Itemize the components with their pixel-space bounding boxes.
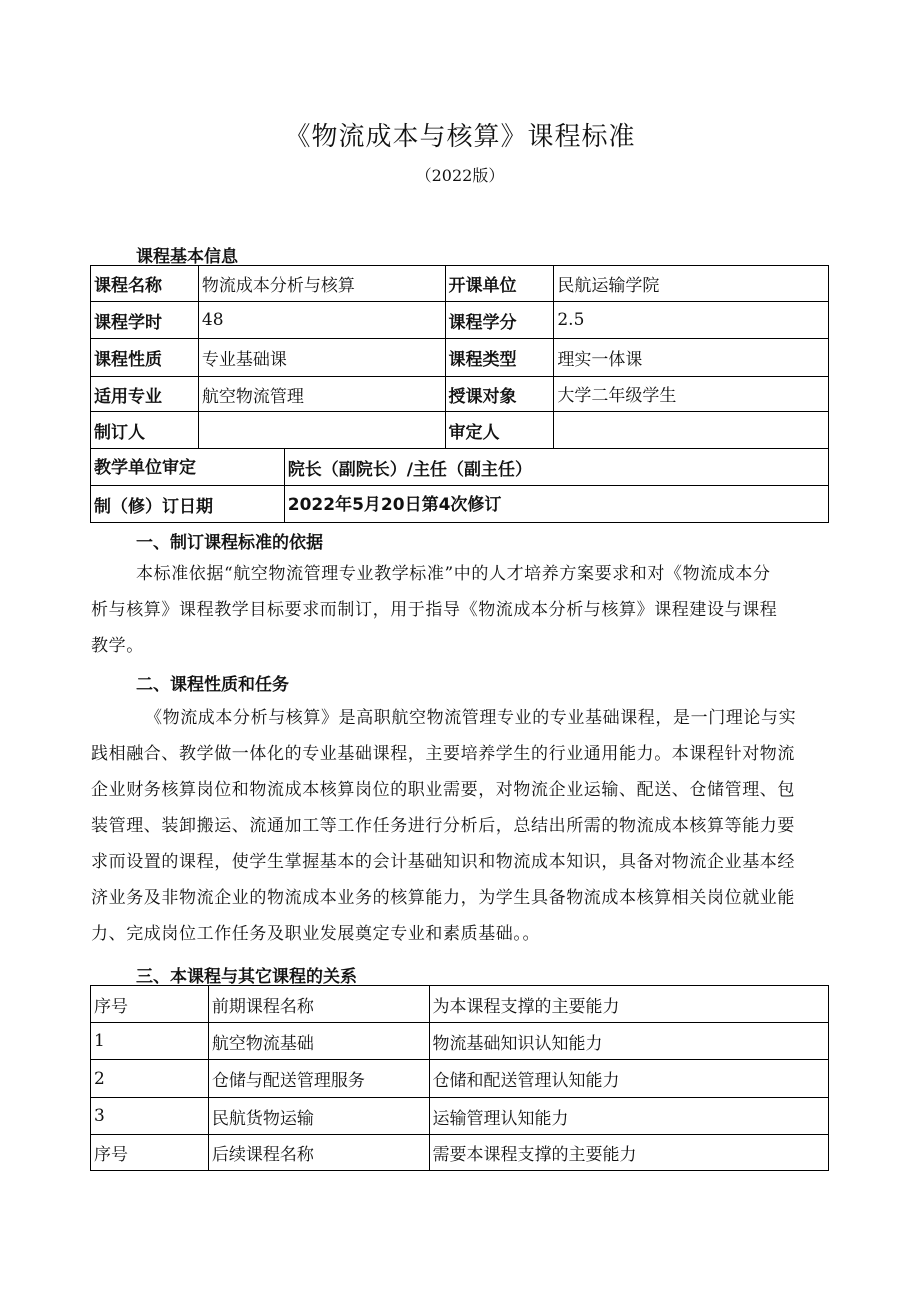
section1-line: 析与核算》课程教学目标要求而制订，用于指导《物流成本分析与核算》课程建设与课程 xyxy=(91,600,778,620)
major-label: 适用专业 xyxy=(91,377,199,412)
major-value: 航空物流管理 xyxy=(198,377,445,412)
basic-info-table xyxy=(90,265,829,523)
nature-value: 专业基础课 xyxy=(198,339,445,377)
type-value: 理实一体课 xyxy=(554,339,829,377)
credits-label: 课程学分 xyxy=(445,302,554,339)
revision-date-value: 2022年5月20日第4次修订 xyxy=(284,486,828,523)
table-cell: 需要本课程支撑的主要能力 xyxy=(429,1135,828,1171)
offering-unit-value: 民航运输学院 xyxy=(554,266,829,302)
section2-line: 践相融合、教学做一体化的专业基础课程，主要培养学生的行业通用能力。本课程针对物流 xyxy=(91,744,795,764)
basic-info-heading: 课程基本信息 xyxy=(136,247,238,267)
hours-label: 课程学时 xyxy=(91,302,199,339)
table-cell: 物流基础知识认知能力 xyxy=(429,1023,828,1060)
section3-heading: 三、本课程与其它课程的关系 xyxy=(136,967,357,987)
table-cell: 序号 xyxy=(91,986,209,1023)
section2-line: 装管理、装卸搬运、流通加工等工作任务进行分析后，总结出所需的物流成本核算等能力要 xyxy=(91,816,795,836)
author-label: 制订人 xyxy=(91,412,199,449)
section2-line: 力、完成岗位工作任务及职业发展奠定专业和素质基础。。 xyxy=(91,924,541,944)
course-name-label: 课程名称 xyxy=(91,266,199,302)
table-cell: 后续课程名称 xyxy=(208,1135,429,1171)
table-cell: 运输管理认知能力 xyxy=(429,1098,828,1135)
section2-line: 求而设置的课程，使学生掌握基本的会计基础知识和物流成本知识，具备对物流企业基本经 xyxy=(91,852,795,872)
audience-label: 授课对象 xyxy=(445,377,554,412)
section1-heading: 一、制订课程标准的依据 xyxy=(136,533,323,553)
table-cell: 航空物流基础 xyxy=(208,1023,429,1060)
course-name-value: 物流成本分析与核算 xyxy=(198,266,445,302)
section2-line: 济业务及非物流企业的物流成本业务的核算能力，为学生具备物流成本核算相关岗位就业能 xyxy=(91,888,795,908)
table-cell: 民航货物运输 xyxy=(208,1098,429,1135)
audience-value: 大学二年级学生 xyxy=(554,377,829,412)
section2-line: 企业财务核算岗位和物流成本核算岗位的职业需要，对物流企业运输、配送、仓储管理、包 xyxy=(91,780,795,800)
author-value xyxy=(198,412,445,449)
section1-line: 本标准依据“航空物流管理专业教学标准”中的人才培养方案要求和对《物流成本分 xyxy=(136,564,771,584)
type-label: 课程类型 xyxy=(445,339,554,377)
unit-review-value: 院长（副院长）/主任（副主任） xyxy=(284,449,828,486)
hours-value: 48 xyxy=(198,302,445,339)
reviewer-label: 审定人 xyxy=(445,412,554,449)
document-title: 《物流成本与核算》课程标准 xyxy=(284,122,636,152)
table-cell: 1 xyxy=(91,1023,209,1060)
section1-line: 教学。 xyxy=(91,636,144,656)
credits-value: 2.5 xyxy=(554,302,829,339)
table-cell: 序号 xyxy=(91,1135,209,1171)
section2-line: 《物流成本分析与核算》是高职航空物流管理专业的专业基础课程，是一门理论与实 xyxy=(145,708,797,728)
document-edition: （2022版） xyxy=(415,166,505,185)
unit-review-label: 教学单位审定 xyxy=(91,449,285,486)
revision-date-label: 制（修）订日期 xyxy=(91,486,285,523)
table-cell: 仓储和配送管理认知能力 xyxy=(429,1060,828,1098)
course-relation-table xyxy=(90,985,829,1171)
nature-label: 课程性质 xyxy=(91,339,199,377)
section2-heading: 二、课程性质和任务 xyxy=(136,675,289,695)
table-cell: 为本课程支撑的主要能力 xyxy=(429,986,828,1023)
offering-unit-label: 开课单位 xyxy=(445,266,554,302)
reviewer-value xyxy=(554,412,829,449)
table-cell: 3 xyxy=(91,1098,209,1135)
table-cell: 2 xyxy=(91,1060,209,1098)
table-cell: 仓储与配送管理服务 xyxy=(208,1060,429,1098)
table-cell: 前期课程名称 xyxy=(208,986,429,1023)
